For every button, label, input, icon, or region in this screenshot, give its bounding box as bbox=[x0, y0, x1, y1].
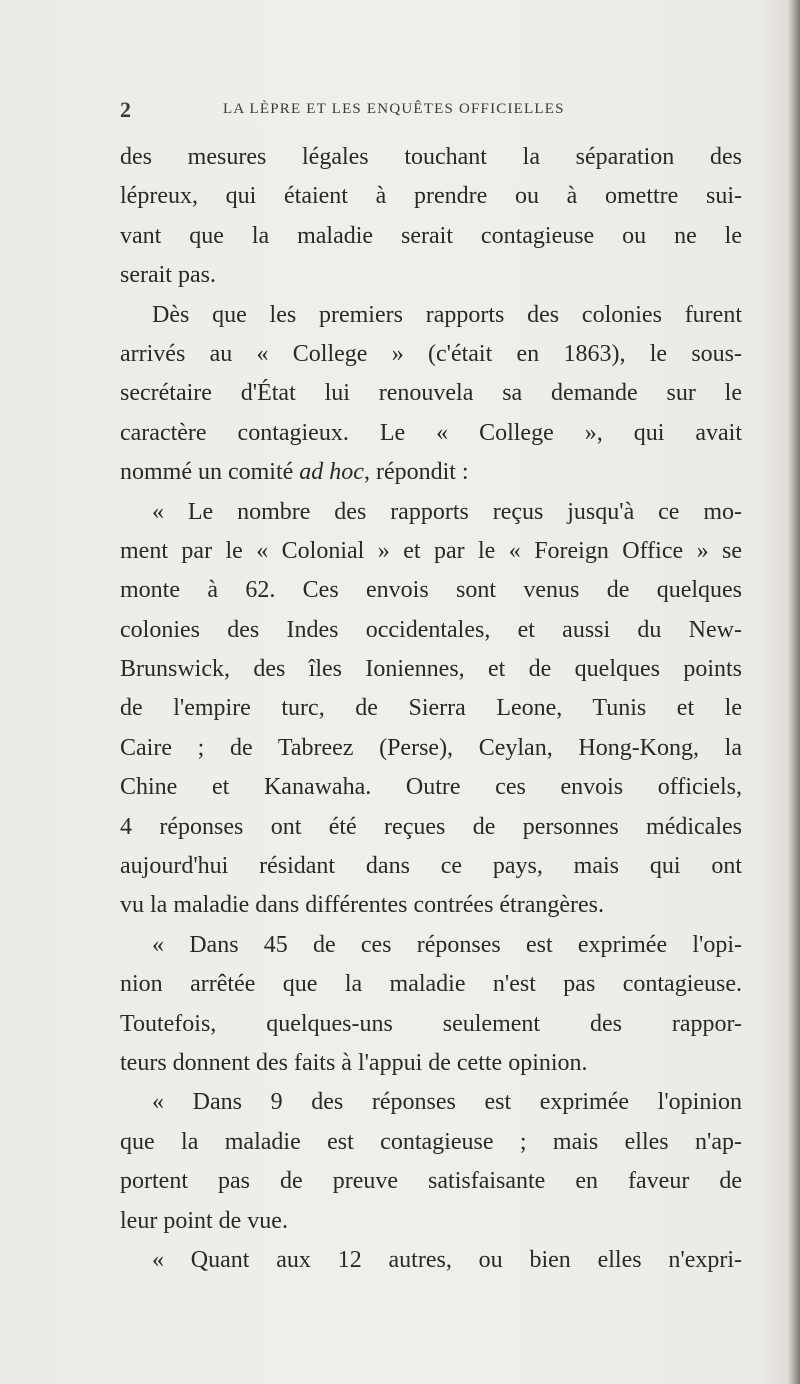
text-line: lépreux, qui étaient à prendre ou à omettre sui- bbox=[120, 183, 742, 210]
running-title: LA LÈPRE ET LES ENQUÊTES OFFICIELLES bbox=[223, 101, 565, 117]
page-edge-shadow bbox=[788, 0, 800, 1384]
text-line: des mesures légales touchant la séparation des bbox=[120, 144, 742, 170]
text-line: nommé un comité ad hoc, répondit : bbox=[120, 459, 469, 486]
text-line: « Dans 45 de ces réponses est exprimée l'opi- bbox=[152, 931, 742, 958]
text-line: Toutefois, quelques-uns seulement des rappor- bbox=[120, 1010, 742, 1037]
text-line: que la maladie est contagieuse ; mais elles n'ap- bbox=[120, 1128, 742, 1155]
text-line: caractère contagieux. Le « College », qui avait bbox=[120, 419, 742, 446]
text-line: arrivés au « College » (c'était en 1863), le sous- bbox=[120, 340, 742, 367]
text-line: portent pas de preuve satisfaisante en faveur de bbox=[120, 1168, 742, 1195]
text-line: « Dans 9 des réponses est exprimée l'opinion bbox=[152, 1089, 742, 1116]
text-line: teurs donnent des faits à l'appui de cette opinion. bbox=[120, 1049, 588, 1076]
text-line: de l'empire turc, de Sierra Leone, Tunis et le bbox=[120, 695, 742, 722]
text-line: Brunswick, des îles Ioniennes, et de quelques points bbox=[120, 656, 742, 683]
text-line: colonies des Indes occidentales, et aussi du New- bbox=[120, 616, 742, 643]
text-line: Dès que les premiers rapports des colonies furent bbox=[152, 301, 742, 328]
text-line: « Quant aux 12 autres, ou bien elles n'expri- bbox=[152, 1246, 742, 1273]
text-line: nion arrêtée que la maladie n'est pas contagieuse. bbox=[120, 971, 742, 998]
text-line: 4 réponses ont été reçues de personnes médicales bbox=[120, 813, 742, 840]
text-line: ment par le « Colonial » et par le « Foreign Office » se bbox=[120, 537, 742, 564]
text-line: vant que la maladie serait contagieuse ou ne le bbox=[120, 222, 742, 249]
text-line: vu la maladie dans différentes contrées étrangères. bbox=[120, 892, 605, 919]
page-number: 2 bbox=[120, 97, 131, 122]
text-line: leur point de vue. bbox=[120, 1207, 288, 1234]
text-line: serait pas. bbox=[120, 262, 216, 289]
text-line: aujourd'hui résidant dans ce pays, mais qui ont bbox=[120, 853, 742, 880]
text-line: Chine et Kanawaha. Outre ces envois officiels, bbox=[120, 774, 742, 801]
body-text bbox=[120, 138, 742, 1280]
text-line: monte à 62. Ces envois sont venus de quelques bbox=[120, 577, 742, 604]
text-line: secrétaire d'État lui renouvela sa demande sur le bbox=[120, 380, 742, 407]
running-head bbox=[120, 97, 740, 125]
italic-phrase: ad hoc bbox=[299, 459, 364, 486]
text-line: « Le nombre des rapports reçus jusqu'à ce mo- bbox=[152, 498, 742, 525]
text-line: Caire ; de Tabreez (Perse), Ceylan, Hong-Kong, la bbox=[120, 734, 742, 761]
